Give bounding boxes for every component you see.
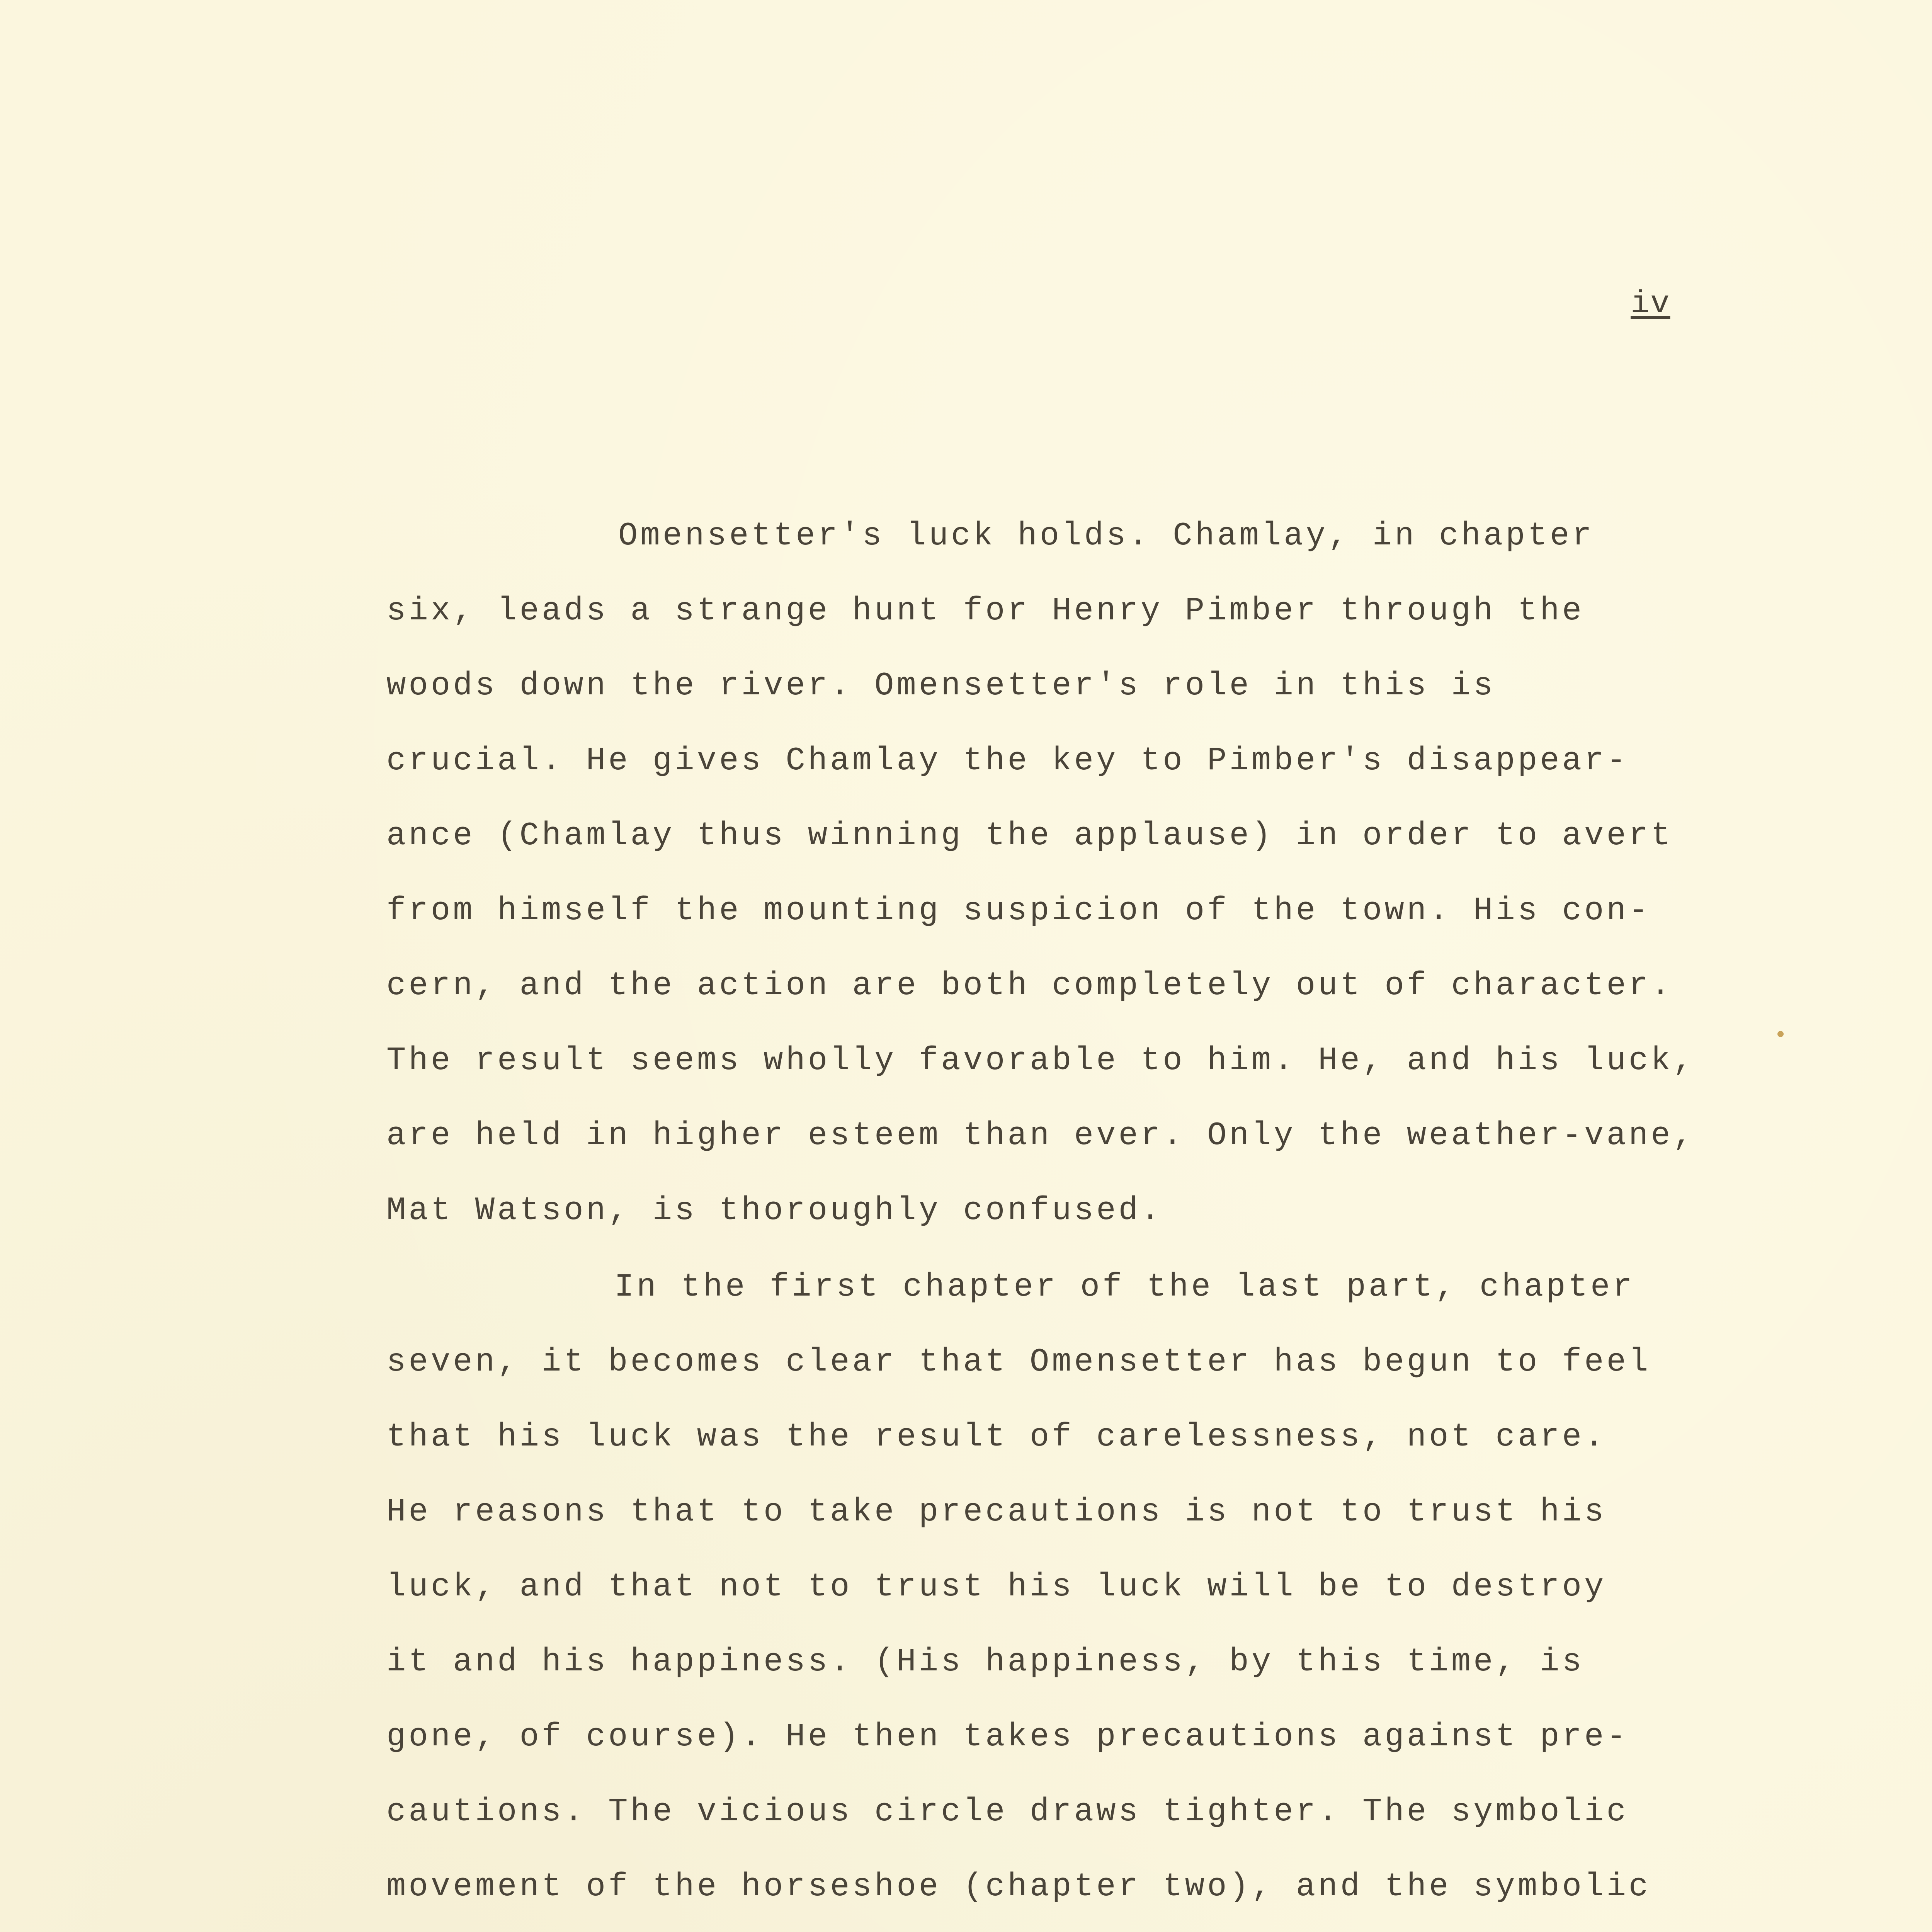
text-line: Omensetter's luck holds. Chamlay, in chapter [618, 518, 1594, 554]
text-line: He reasons that to take precautions is not to trust his [386, 1494, 1607, 1531]
text-line: woods down the river. Omensetter's role in this is [386, 668, 1496, 704]
text-line: cern, and the action are both completely out of character. [386, 968, 1673, 1004]
text-line: Mat Watson, is thoroughly confused. [386, 1192, 1163, 1229]
text-line: gone, of course). He then takes precautions against pre- [386, 1719, 1629, 1755]
text-line: six, leads a strange hunt for Henry Pimber through the [386, 593, 1585, 629]
text-line: ance (Chamlay thus winning the applause) in order to avert [386, 818, 1673, 854]
text-line: luck, and that not to trust his luck will be to destroy [386, 1569, 1607, 1605]
text-line: movement of the horseshoe (chapter two), and the symbolic [386, 1869, 1651, 1905]
page-number: iv [1631, 286, 1670, 322]
text-line: seven, it becomes clear that Omensetter has begun to feel [386, 1344, 1651, 1381]
text-line: from himself the mounting suspicion of the town. His con- [386, 893, 1651, 929]
text-line: it and his happiness. (His happiness, by this time, is [386, 1644, 1585, 1680]
text-line: are held in higher esteem than ever. Only the weather-vane, [386, 1117, 1696, 1154]
text-line: crucial. He gives Chamlay the key to Pimber's disappear- [386, 743, 1629, 779]
text-line: In the first chapter of the last part, chapter [614, 1269, 1635, 1306]
text-line: cautions. The vicious circle draws tighter. The symbolic [386, 1794, 1629, 1830]
text-line: The result seems wholly favorable to him. He, and his luck, [386, 1043, 1696, 1079]
text-line: that his luck was the result of carelessness, not care. [386, 1419, 1607, 1456]
